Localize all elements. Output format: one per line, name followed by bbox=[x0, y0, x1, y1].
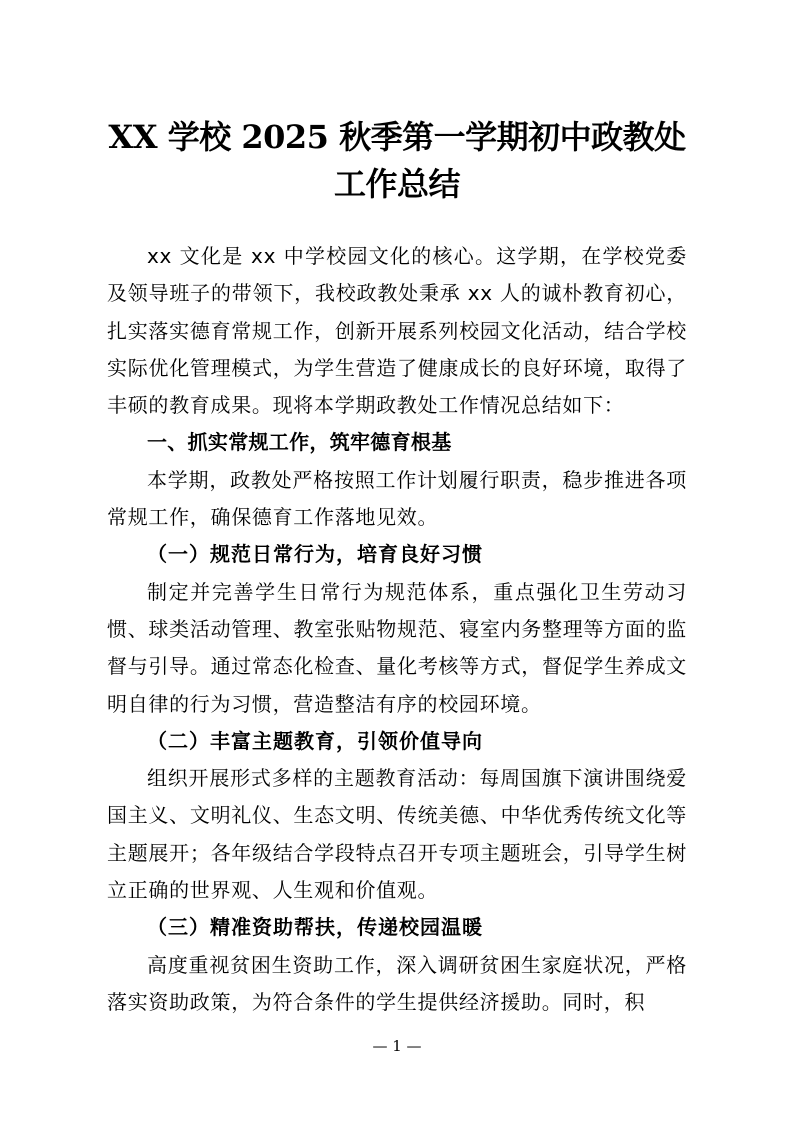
page-number: — 1 — bbox=[372, 1037, 422, 1055]
subsection-heading-1: （一）规范日常行为，培育良好习惯 bbox=[147, 542, 483, 567]
document-body bbox=[107, 238, 687, 1021]
section-heading-1: 一、抓实常规工作，筑牢德育根基 bbox=[147, 430, 452, 455]
document-page bbox=[107, 0, 687, 1122]
subsection-heading-3: （三）精准资助帮扶，传递校园温暖 bbox=[147, 915, 483, 940]
document-title: XX 学校 2025 秋季第一学期初中政教处工作总结 bbox=[108, 118, 686, 203]
subsection-heading-2: （二）丰富主题教育，引领价值导向 bbox=[147, 728, 483, 753]
subsection-3-paragraph: 高度重视贫困生资助工作，深入调研贫困生家庭状况，严格落实资助政策，为符合条件的学生提供经济援助。同时，积 bbox=[107, 952, 687, 1014]
section-1-paragraph: 本学期，政教处严格按照工作计划履行职责，稳步推进各项常规工作，确保德育工作落地见效。 bbox=[107, 467, 687, 530]
subsection-1-paragraph: 制定并完善学生日常行为规范体系，重点强化卫生劳动习惯、球类活动管理、教室张贴物规范、寝室内务整理等方面的监督与引导。通过常态化检查、量化考核等方式，督促学生养成文明自律的行为习惯，营造整洁有序的校园环境。 bbox=[107, 579, 687, 716]
subsection-2-paragraph: 组织开展形式多样的主题教育活动：每周国旗下演讲围绕爱国主义、文明礼仪、生态文明、传统美德、中华优秀传统文化等主题展开；各年级结合学段特点召开专项主题班会，引导学生树立正确的世界观、人生观和价值观。 bbox=[107, 766, 687, 903]
intro-paragraph: xx 文化是 xx 中学校园文化的核心。这学期，在学校党委及领导班子的带领下，我校政教处秉承 xx 人的诚朴教育初心，扎实落实德育常规工作，创新开展系列校园文化活动，结合学校实际优化管理模式，为学生营造了健康成长的良好环境，取得了丰硕的教育成果。现将本学期政教处工作情况总结如下： bbox=[107, 244, 687, 418]
